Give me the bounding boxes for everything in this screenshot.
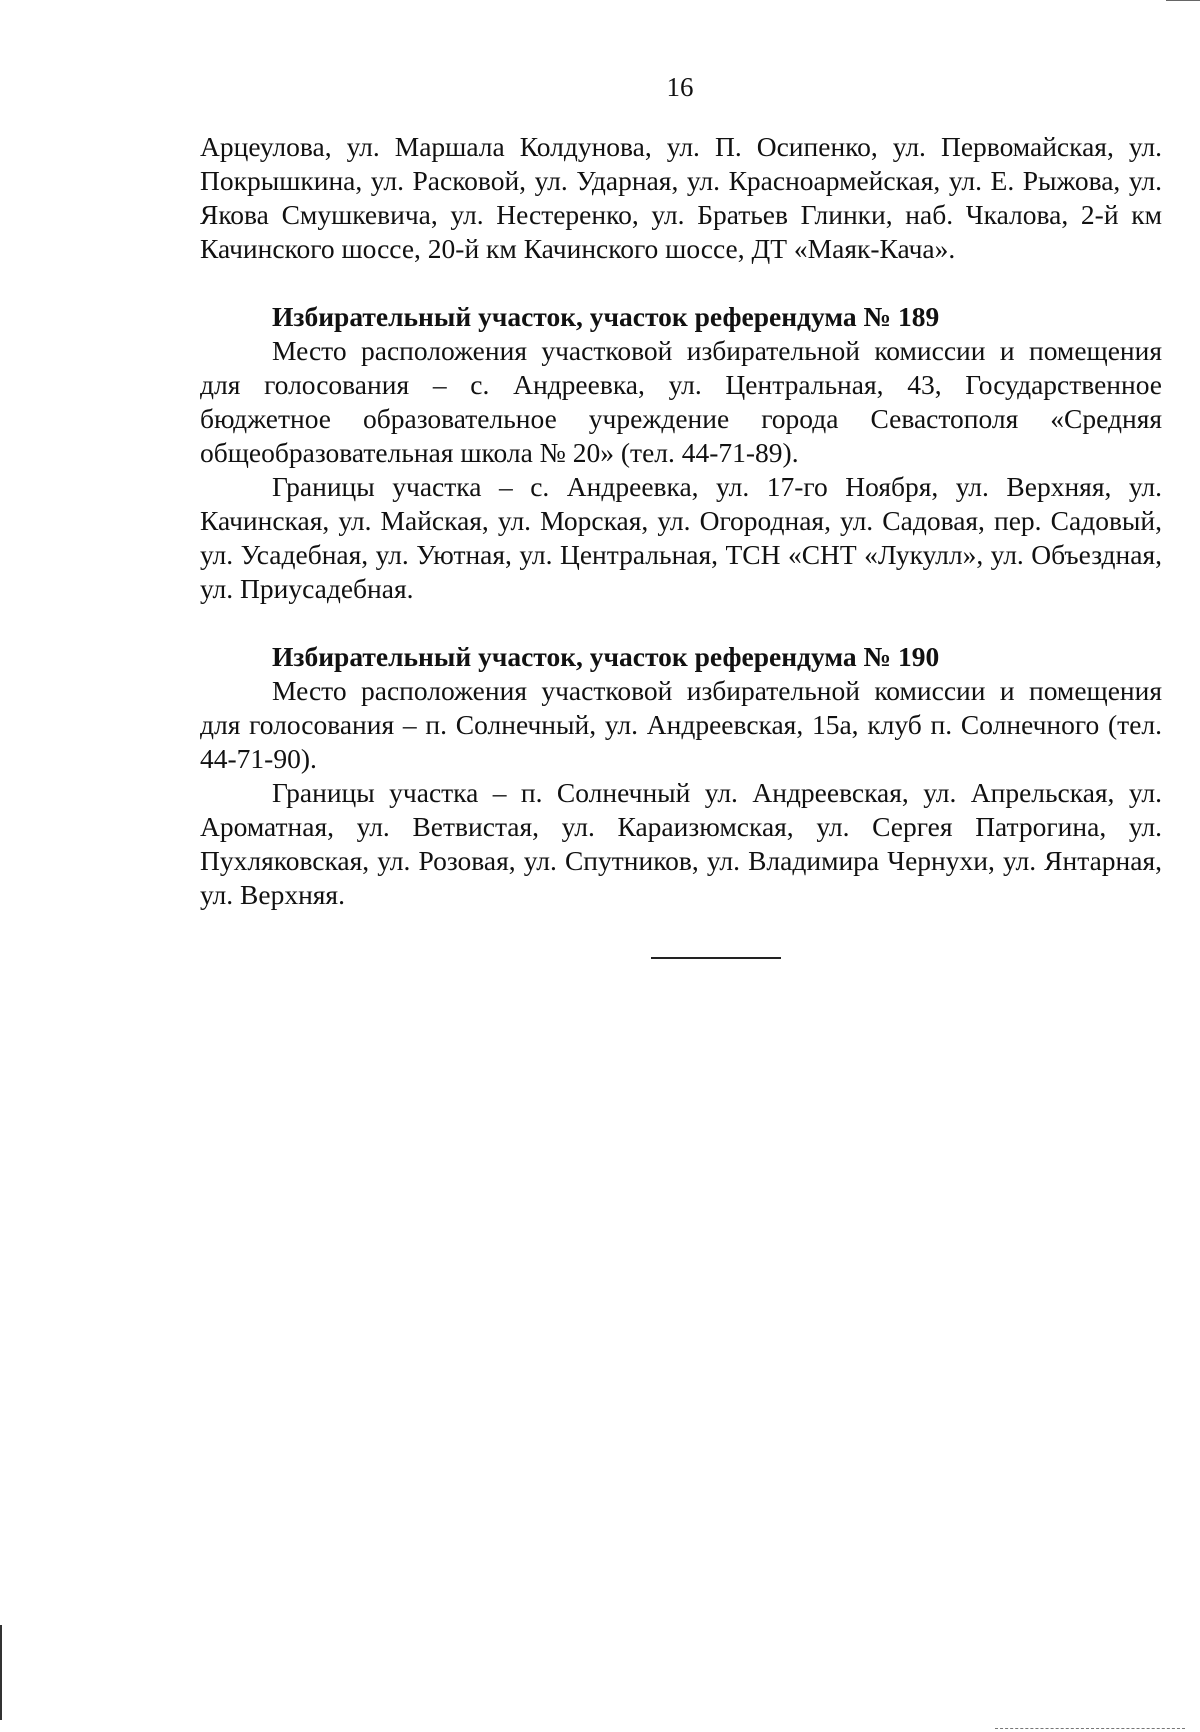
scan-binding-mark — [0, 1625, 2, 1720]
continuation-paragraph: Арцеулова, ул. Маршала Колдунова, ул. П. Осипенко, ул. Первомайская, ул. Покрышкина, ул. Расковой, ул. Ударная, ул. Красноармейская, ул. Е. Рыжова, ул. Якова Смушкевича, ул. Нестеренко, ул. Братьев Глинки, наб. Чкалова, 2-й км Качинского шоссе, 20-й км Качинского шоссе, ДТ «Маяк-Кача». — [200, 131, 1162, 264]
page-number: 16 — [666, 72, 694, 102]
section-heading: Избирательный участок, участок референдума № 189 — [272, 301, 940, 332]
document-body — [200, 130, 1162, 912]
scan-edge-mark — [1166, 0, 1200, 1]
location-paragraph: Место расположения участковой избирательной комиссии и помещения для голосования – п. Солнечный, ул. Андреевская, 15а, клуб п. Солнечного (тел. 44-71-90). — [200, 675, 1162, 774]
end-of-document-rule — [651, 957, 781, 959]
polling-station-190 — [200, 640, 1162, 912]
boundaries-paragraph: Границы участка – п. Солнечный ул. Андреевская, ул. Апрельская, ул. Ароматная, ул. Ветвистая, ул. Караизюмская, ул. Сергея Патрогина, ул. Пухляковская, ул. Розовая, ул. Спутников, ул. Владимира Чернухи, ул. Янтарная, ул. Верхняя. — [200, 777, 1162, 910]
section-heading: Избирательный участок, участок референдума № 190 — [272, 641, 940, 672]
location-paragraph: Место расположения участковой избирательной комиссии и помещения для голосования – с. Андреевка, ул. Центральная, 43, Государственное бюджетное образовательное учреждение города Севастополя «Средняя общеобразовательная школа № 20» (тел. 44-71-89). — [200, 335, 1162, 468]
polling-station-189 — [200, 300, 1162, 606]
scan-bottom-mark — [995, 1728, 1185, 1729]
boundaries-paragraph: Границы участка – с. Андреевка, ул. 17-го Ноября, ул. Верхняя, ул. Качинская, ул. Майская, ул. Морская, ул. Огородная, ул. Садовая, пер. Садовый, ул. Усадебная, ул. Уютная, ул. Центральная, ТСН «СНТ «Лукулл», ул. Объездная, ул. Приусадебная. — [200, 471, 1162, 604]
